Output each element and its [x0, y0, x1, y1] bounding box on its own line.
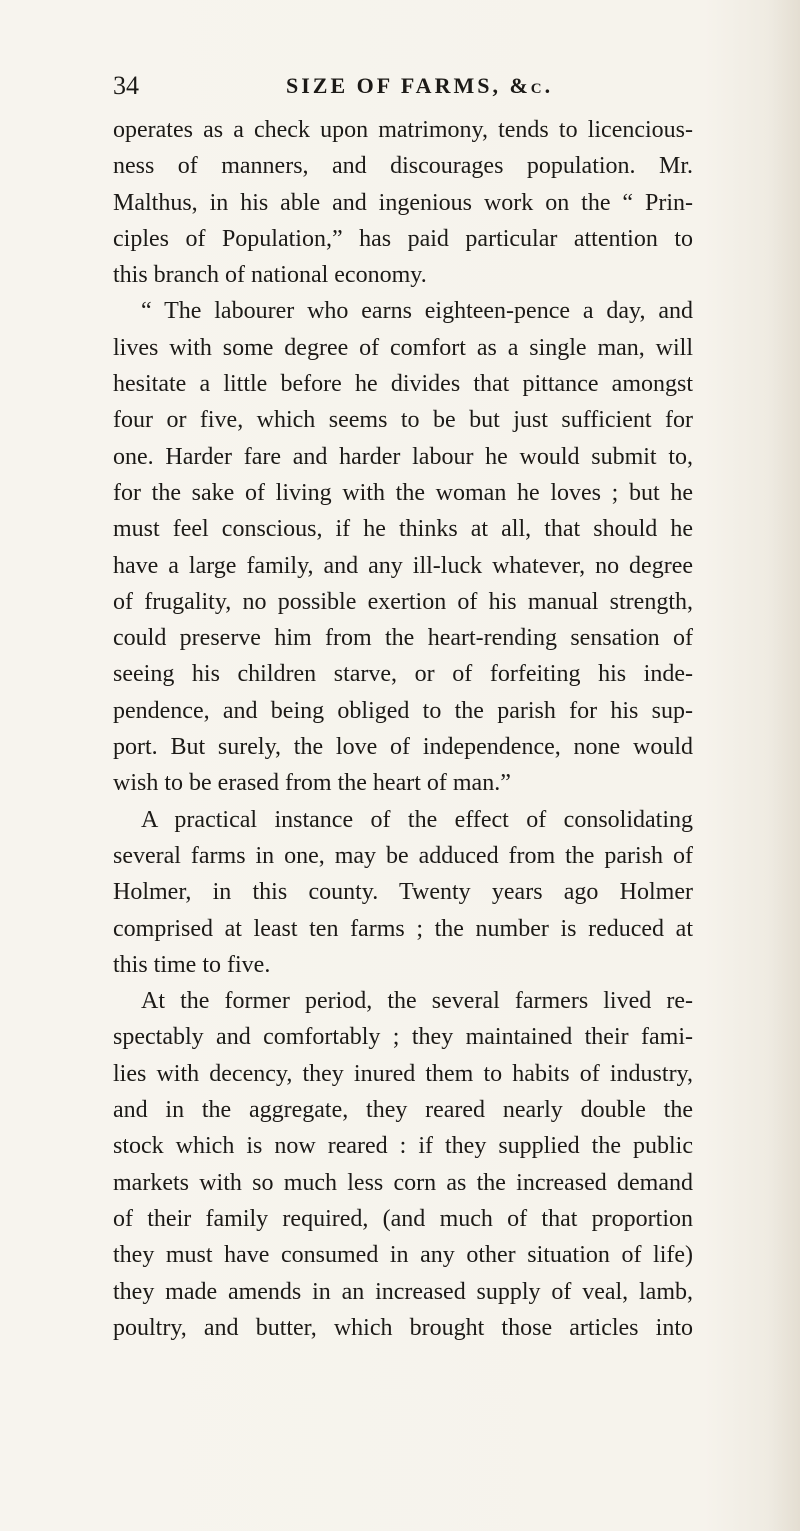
text-line: must feel conscious, if he thinks at all, that should he — [113, 516, 693, 543]
text-line: could preserve him from the heart-rending sensation of — [113, 625, 693, 652]
text-line: for the sake of living with the woman he loves ; but he — [113, 479, 693, 506]
text-line: Malthus, in his able and ingenious work on the “ Prin- — [113, 189, 693, 216]
text-line: lies with decency, they inured them to habits of industry, — [113, 1060, 693, 1087]
text-line: “ The labourer who earns eighteen-pence a day, and — [141, 298, 693, 325]
text-line: comprised at least ten farms ; the number is reduced at — [113, 915, 693, 942]
text-line: ciples of Population,” has paid particular attention to — [113, 225, 693, 252]
text-line: they made amends in an increased supply of veal, lamb, — [113, 1278, 693, 1305]
text-line: A practical instance of the effect of consolidating — [141, 806, 693, 833]
text-line: seeing his children starve, or of forfeiting his inde- — [113, 661, 693, 688]
text-line: hesitate a little before he divides that pittance amongst — [113, 371, 693, 398]
text-line: this branch of national economy. — [113, 262, 427, 289]
text-line: spectably and comfortably ; they maintained their fami- — [113, 1024, 693, 1051]
text-line: four or five, which seems to be but just sufficient for — [113, 407, 693, 434]
running-head — [113, 66, 693, 106]
text-line: lives with some degree of comfort as a single man, will — [113, 334, 693, 361]
text-line: ness of manners, and discourages population. Mr. — [113, 153, 693, 180]
body-text — [113, 112, 693, 1346]
text-line: of their family required, (and much of that proportion — [113, 1205, 693, 1232]
page-number: 34 — [113, 71, 139, 100]
text-line: this time to five. — [113, 951, 271, 978]
text-line: wish to be erased from the heart of man.” — [113, 770, 511, 797]
text-line: Holmer, in this county. Twenty years ago Holmer — [113, 879, 693, 906]
text-line: have a large family, and any ill-luck whatever, no degree — [113, 552, 693, 579]
text-line: pendence, and being obliged to the parish for his sup- — [113, 697, 693, 724]
text-line: and in the aggregate, they reared nearly double the — [113, 1097, 693, 1124]
text-line: several farms in one, may be adduced from the parish of — [113, 842, 693, 869]
text-line: port. But surely, the love of independence, none would — [113, 734, 693, 761]
text-line: markets with so much less corn as the increased demand — [113, 1169, 693, 1196]
running-title: SIZE OF FARMS, &c. — [286, 73, 554, 98]
text-line: stock which is now reared : if they supplied the public — [113, 1133, 693, 1160]
text-line: poultry, and butter, which brought those articles into — [113, 1314, 693, 1341]
text-line: they must have consumed in any other situation of life) — [113, 1242, 693, 1269]
text-line: At the former period, the several farmers lived re- — [141, 988, 693, 1015]
text-line: operates as a check upon matrimony, tends to licencious- — [113, 117, 693, 143]
text-line: one. Harder fare and harder labour he would submit to, — [113, 443, 693, 470]
text-line: of frugality, no possible exertion of his manual strength, — [113, 588, 693, 615]
